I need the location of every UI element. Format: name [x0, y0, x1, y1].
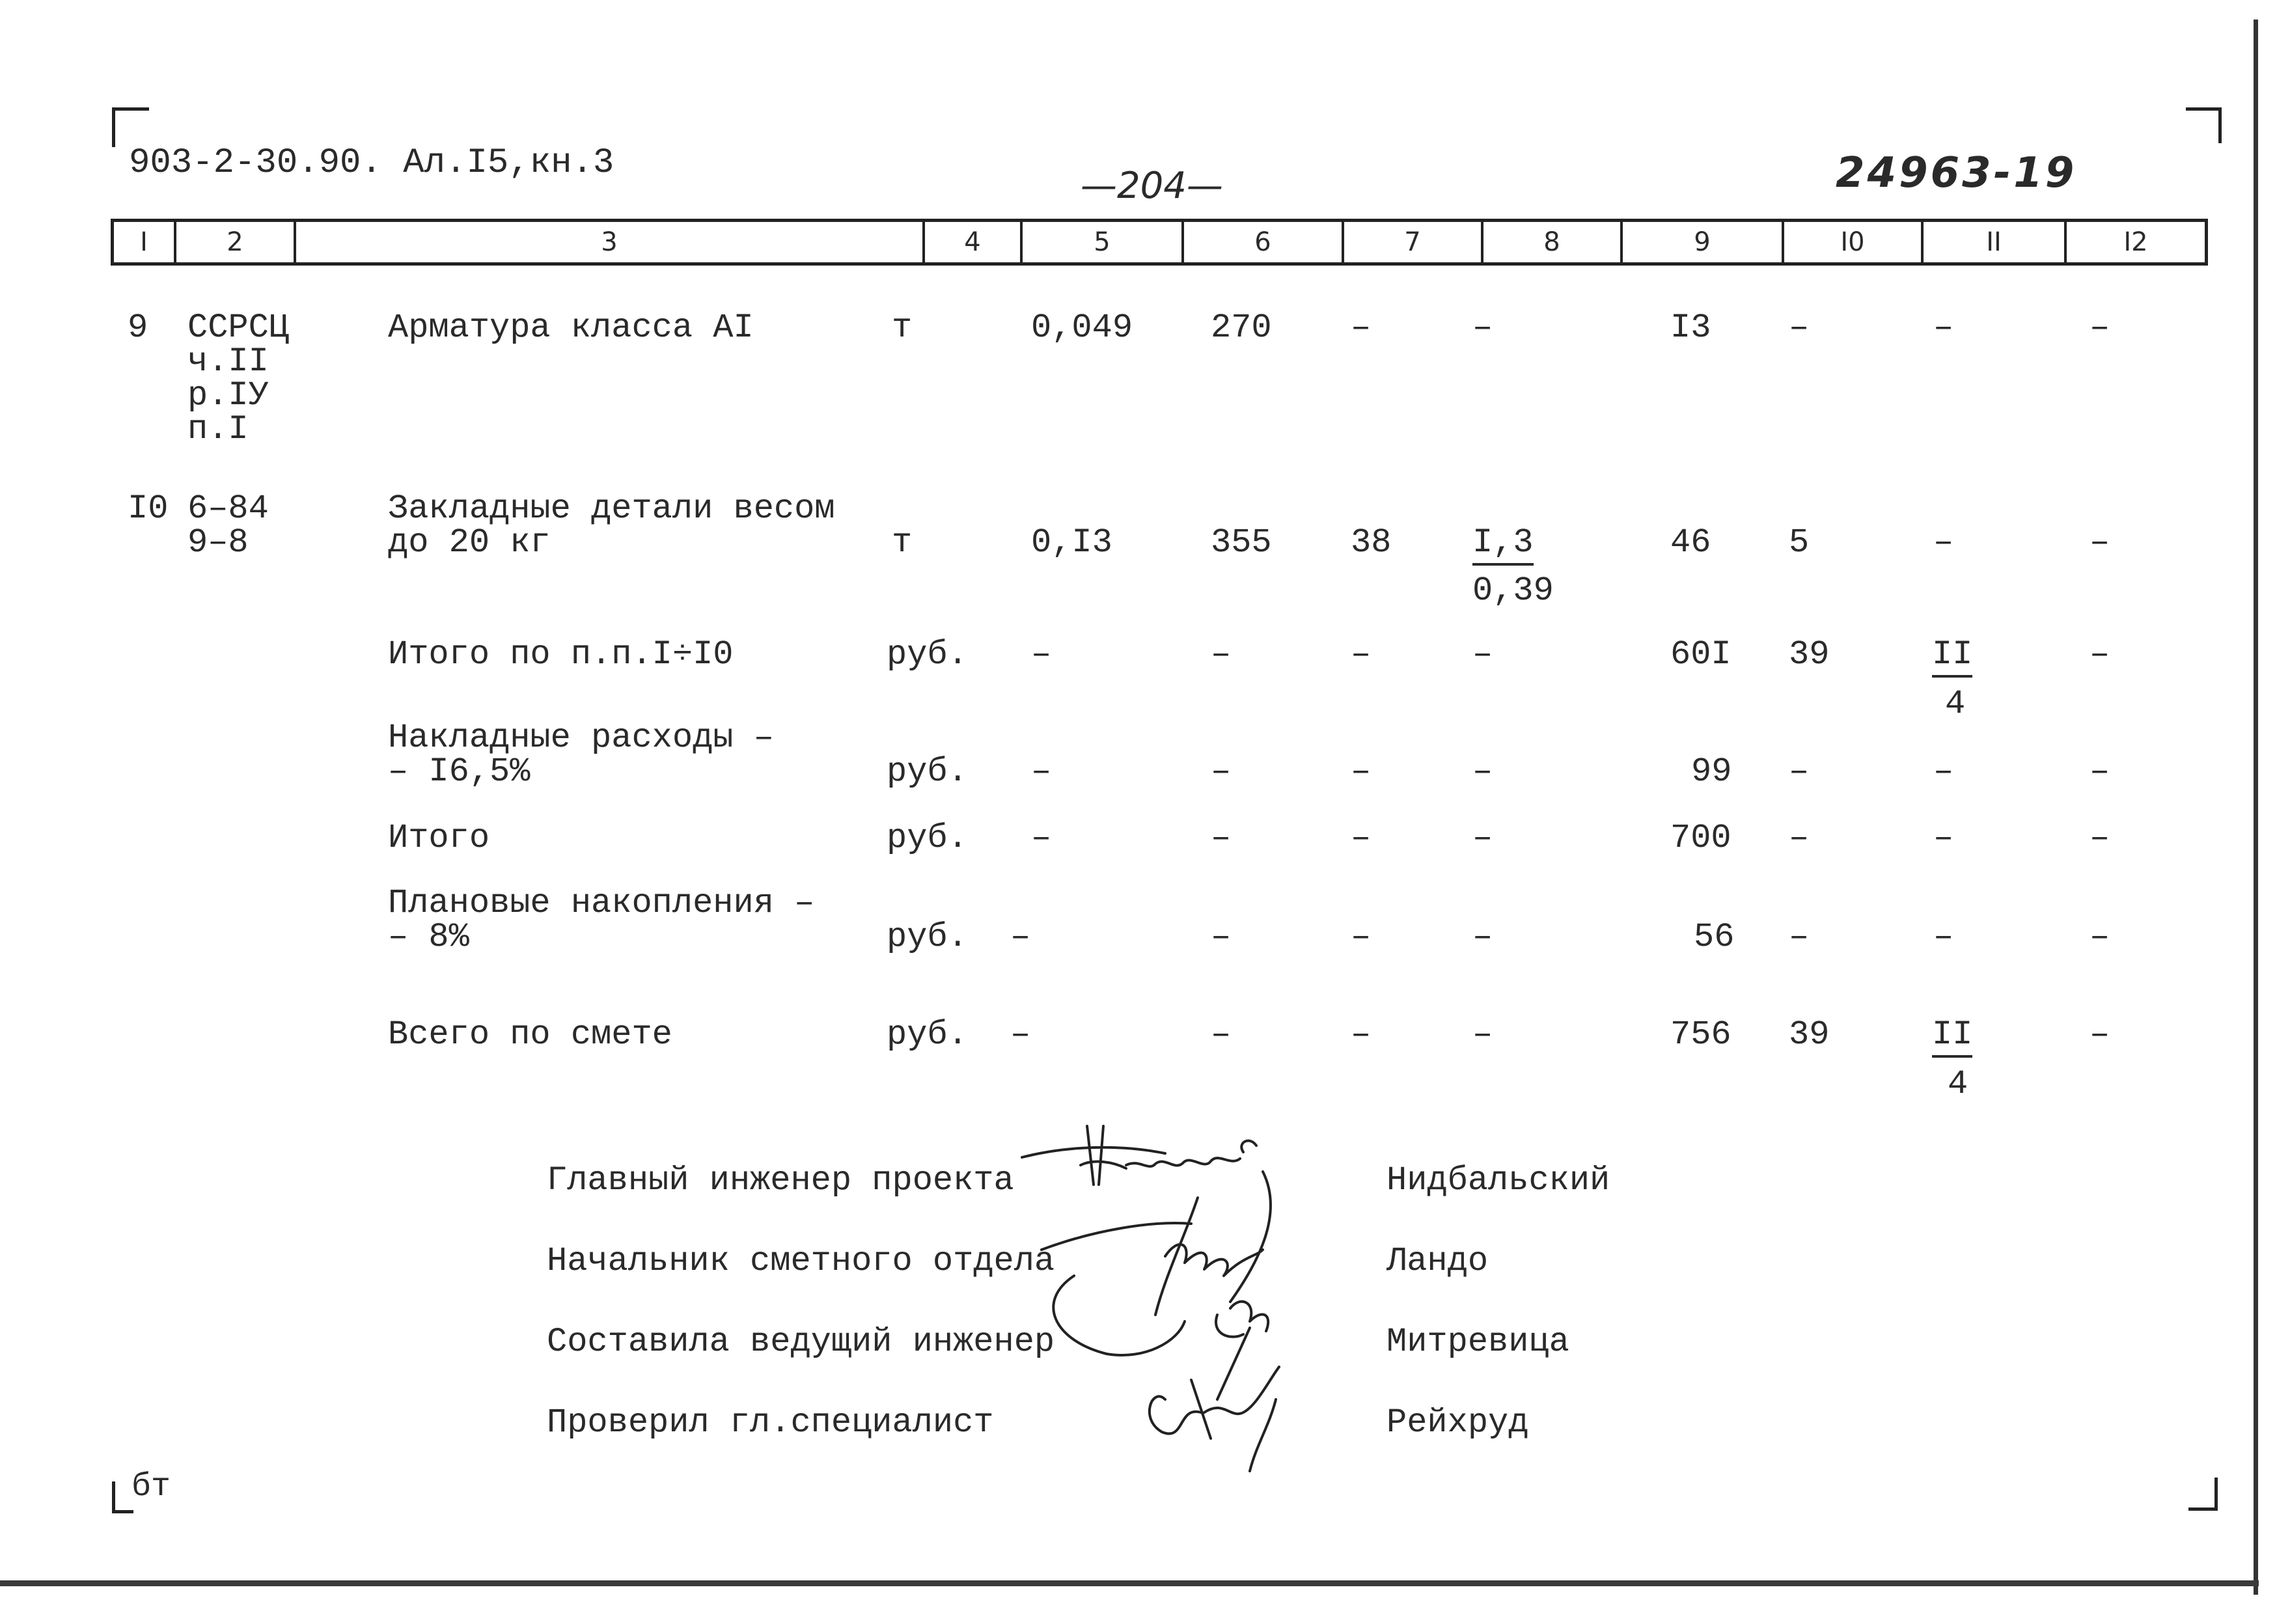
item-name: Всего по смете: [388, 1015, 672, 1054]
signature-stroke-4: [1150, 1367, 1279, 1471]
cell-col5: 0,I3: [1031, 523, 1112, 562]
unit: руб.: [887, 819, 968, 857]
cell-col10: 39: [1789, 1015, 1830, 1054]
col-header-7: 7: [1344, 222, 1483, 262]
cell-col5: –: [1010, 1015, 1031, 1054]
cell-col6: –: [1211, 819, 1232, 857]
cell-col9: 60I: [1670, 635, 1731, 674]
cell-col8: –: [1472, 635, 1493, 674]
cell-col7: 38: [1351, 523, 1392, 562]
unit: руб.: [887, 918, 968, 956]
cell-col8: –: [1472, 752, 1493, 791]
col-header-10: I0: [1784, 222, 1924, 262]
cell-col9: 756: [1670, 1015, 1731, 1054]
cell-col7: –: [1351, 819, 1372, 857]
item-name: Плановые накопления – – 8%: [388, 884, 815, 956]
cell-col11-denominator: 4: [1948, 1065, 1968, 1103]
cell-col9: 99: [1691, 752, 1732, 791]
cell-col6: 270: [1211, 309, 1272, 347]
col-header-8: 8: [1483, 222, 1623, 262]
cell-col12: –: [2090, 819, 2110, 857]
document-code: 903-2-30.90. Ал.I5,кн.3: [129, 143, 614, 183]
cell-col9: 46: [1670, 523, 1711, 562]
cell-col7: –: [1351, 309, 1372, 347]
col-header-2: 2: [176, 222, 296, 262]
cell-col9: 56: [1694, 918, 1735, 956]
cell-col7: –: [1351, 918, 1372, 956]
cell-col5: –: [1031, 819, 1052, 857]
cell-col11-denominator: 4: [1945, 685, 1966, 723]
cell-col5: –: [1010, 918, 1031, 956]
cell-col12: –: [2090, 918, 2110, 956]
norm-reference: ССРСЦ ч.II р.IУ п.I: [187, 309, 290, 448]
item-name: Закладные детали весом до 20 кг: [388, 489, 835, 562]
signature-name: Ландо: [1386, 1242, 1489, 1280]
cell-col6: –: [1211, 635, 1232, 674]
unit: руб.: [887, 1015, 968, 1054]
cell-col8: –: [1472, 309, 1493, 347]
signature-role: Начальник сметного отдела: [547, 1242, 1055, 1280]
col-header-1: I: [114, 222, 176, 262]
col-header-3: 3: [296, 222, 925, 262]
norm-reference: 6–84 9–8: [187, 489, 269, 562]
cell-col11: –: [1933, 819, 1954, 857]
signature-stroke-1: [1022, 1126, 1256, 1185]
corner-mark-top-right: [2186, 107, 2222, 143]
unit: т: [892, 523, 913, 562]
col-header-11: II: [1924, 222, 2067, 262]
cell-col7: –: [1351, 752, 1372, 791]
cell-col9: 700: [1670, 819, 1731, 857]
signature-role: Проверил гл.специалист: [547, 1403, 994, 1442]
cell-col12: –: [2090, 523, 2110, 562]
column-header-row: [111, 219, 2208, 266]
col-header-6: 6: [1184, 222, 1344, 262]
corner-mark-bottom-left: [112, 1481, 133, 1513]
footer-mark: бт: [131, 1468, 171, 1506]
col-header-9: 9: [1623, 222, 1784, 262]
cell-col8: –: [1472, 819, 1493, 857]
unit: т: [892, 309, 913, 347]
cell-col10: 39: [1789, 635, 1830, 674]
cell-col9: I3: [1670, 309, 1711, 347]
cell-col11-numerator: II: [1932, 1018, 1972, 1052]
cell-col11-numerator: II: [1932, 638, 1972, 672]
item-name: Итого: [388, 819, 490, 857]
cell-col10: –: [1789, 819, 1810, 857]
cell-col5: –: [1031, 752, 1052, 791]
page-bottom-edge: [0, 1580, 2259, 1586]
cell-col8: –: [1472, 918, 1493, 956]
row-number: I0: [128, 489, 169, 528]
item-name: Накладные расходы – – I6,5%: [388, 719, 774, 791]
page-right-edge: [2254, 20, 2258, 1595]
col-header-4: 4: [925, 222, 1023, 262]
page-number: —204—: [1081, 165, 1223, 207]
signature-name: Рейхруд: [1386, 1403, 1529, 1442]
cell-col5: –: [1031, 635, 1052, 674]
cell-col10: 5: [1789, 523, 1810, 562]
cell-col12: –: [2090, 635, 2110, 674]
signature-stroke-2: [1042, 1172, 1271, 1355]
cell-col7: –: [1351, 1015, 1372, 1054]
cell-col11: –: [1933, 918, 1954, 956]
signature-name: Митревица: [1386, 1323, 1569, 1361]
col-header-12: I2: [2123, 227, 2148, 257]
signature-role: Составила ведущий инженер: [547, 1323, 1055, 1361]
cell-col6: 355: [1211, 523, 1272, 562]
cell-col5: 0,049: [1031, 309, 1133, 347]
unit: руб.: [887, 752, 968, 791]
row-number: 9: [128, 309, 148, 347]
archive-number: 24963-19: [1836, 149, 2077, 197]
corner-mark-bottom-right: [2188, 1478, 2218, 1511]
cell-col11: –: [1933, 523, 1954, 562]
cell-col10: –: [1789, 309, 1810, 347]
cell-col8-numerator: I,3: [1472, 526, 1534, 560]
cell-col6: –: [1211, 1015, 1232, 1054]
cell-col12: –: [2090, 752, 2110, 791]
item-name: Итого по п.п.I÷I0: [388, 635, 734, 674]
signature-role: Главный инженер проекта: [547, 1161, 1014, 1200]
cell-col8: –: [1472, 1015, 1493, 1054]
cell-col6: –: [1211, 918, 1232, 956]
cell-col11: –: [1933, 309, 1954, 347]
item-name: Арматура класса АI: [388, 309, 754, 347]
handwritten-signatures: [1015, 1107, 1380, 1484]
signature-name: Нидбальский: [1386, 1161, 1610, 1200]
col-header-5: 5: [1023, 222, 1184, 262]
cell-col12: –: [2090, 1015, 2110, 1054]
corner-mark-top-left: [112, 107, 149, 147]
cell-col10: –: [1789, 918, 1810, 956]
unit: руб.: [887, 635, 968, 674]
signature-stroke-3: [1216, 1302, 1268, 1399]
cell-col11: –: [1933, 752, 1954, 791]
cell-col6: –: [1211, 752, 1232, 791]
cell-col8-denominator: 0,39: [1472, 571, 1554, 610]
cell-col10: –: [1789, 752, 1810, 791]
cell-col7: –: [1351, 635, 1372, 674]
cell-col12: –: [2090, 309, 2110, 347]
